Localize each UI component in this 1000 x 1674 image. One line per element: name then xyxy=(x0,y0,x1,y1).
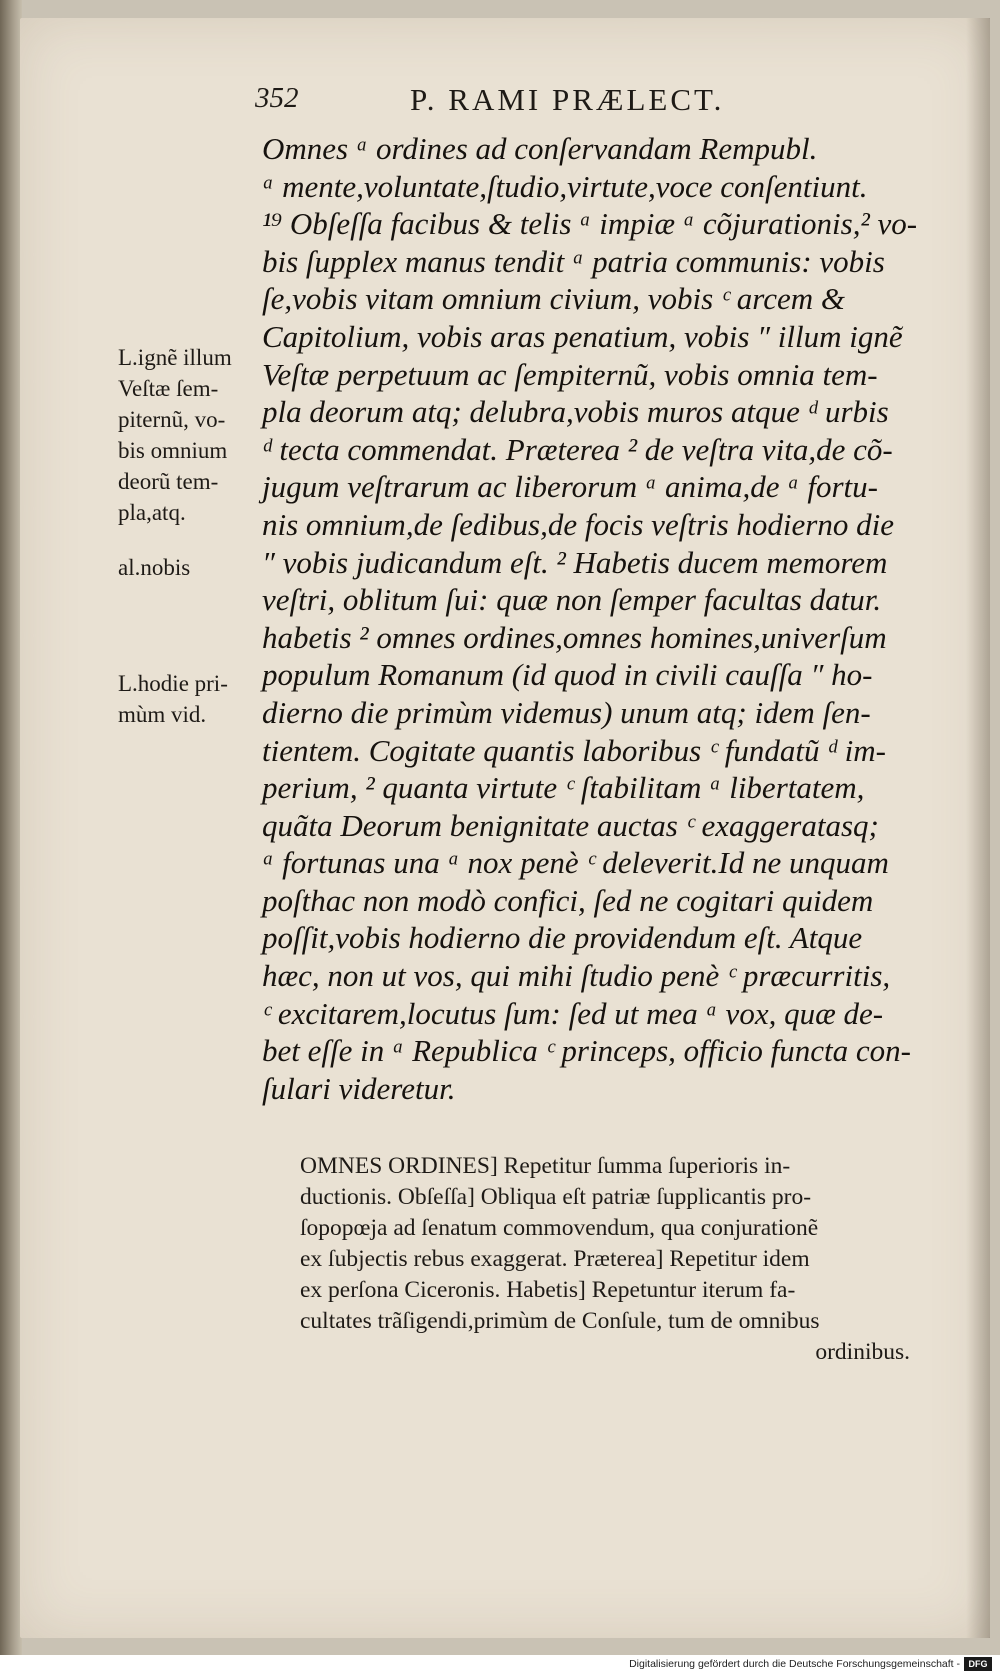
main-text-block xyxy=(262,130,918,1107)
text-line: ¹⁹ Obſeſſa facibus & telis ᵃ impiæ ᵃ cõjurationis,² vo- xyxy=(262,206,918,242)
funding-notice: Digitalisierung gefördert durch die Deutsche Forschungsgemeinschaft - xyxy=(629,1658,960,1670)
running-head xyxy=(255,82,825,126)
text-line: jugum veſtrarum ac liberorum ᵃ anima,de ᵃ fortu- xyxy=(262,469,878,505)
text-line: poſſit,vobis hodierno die providendum eſt. Atque xyxy=(262,920,863,956)
commentary-line: OMNES ORDINES] Repetitur ſumma ſuperioris in- xyxy=(300,1153,791,1179)
text-line: tientem. Cogitate quantis laboribus ᶜ fundatũ ᵈ im- xyxy=(262,732,886,768)
text-line: ᵃ fortunas una ᵃ nox penè ᶜ deleverit.Id ne unquam xyxy=(262,845,889,881)
text-line: ſulari videretur. xyxy=(262,1070,456,1106)
text-line: pla deorum atq; delubra,vobis muros atque ᵈ urbis xyxy=(262,394,889,430)
text-line: Omnes ᵃ ordines ad conſervandam Rempubl. xyxy=(262,131,818,166)
marginal-note-line: deorũ tem- xyxy=(118,469,219,494)
text-line: habetis ² omnes ordines,omnes homines,univerſum xyxy=(262,619,887,655)
marginal-note xyxy=(118,668,263,730)
commentary-line: cultates trãſigendi,primùm de Conſule, tum de omnibus xyxy=(300,1308,820,1334)
text-line: quãta Deorum benignitate auctas ᶜ exaggeratasq; xyxy=(262,807,879,843)
commentary-line: ſopopœja ad ſenatum commovendum, qua conjurationẽ xyxy=(300,1215,819,1241)
commentary-line: ex ſubjectis rebus exaggerat. Præterea] Repetitur idem xyxy=(300,1246,810,1272)
marginal-note-line: al.nobis xyxy=(118,555,191,580)
text-line: ſe,vobis vitam omnium civium, vobis ᶜ arcem & xyxy=(262,281,845,317)
text-line: ᵃ mente,voluntate,ſtudio,virtute,voce conſentiunt. xyxy=(262,168,868,204)
text-line: Capitolium, vobis aras penatium, vobis ″ illum ignẽ xyxy=(262,318,903,354)
text-line: ᶜ excitarem,locutus ſum: ſed ut mea ᵃ vox, quæ de- xyxy=(262,995,884,1031)
text-line: ᵈ tecta commendat. Præterea ² de veſtra vita,de cõ- xyxy=(262,431,893,467)
marginal-note-line: L.hodie pri- xyxy=(118,671,228,696)
marginal-note-line: piternũ, vo- xyxy=(118,407,226,432)
marginal-note-line: pla,atq. xyxy=(118,500,186,525)
commentary-line: ductionis. Obſeſſa] Obliqua eſt patriæ ſupplicantis pro- xyxy=(300,1184,812,1210)
text-line: Veſtæ perpetuum ac ſempiternũ, vobis omnia tem- xyxy=(262,356,878,392)
text-line: veſtri, oblitum ſui: quæ non ſemper facultas datur. xyxy=(262,582,882,618)
marginal-note-line: bis omnium xyxy=(118,438,228,463)
commentary-line: ordinibus. xyxy=(815,1339,910,1365)
page-gutter-shadow xyxy=(966,18,990,1638)
text-line: hæc, non ut vos, qui mihi ſtudio penè ᶜ præcurritis, xyxy=(262,958,891,994)
text-line: ″ vobis judicandum eſt. ² Habetis ducem memorem xyxy=(262,544,888,580)
marginal-note xyxy=(118,342,263,528)
text-line: populum Romanum (id quod in civili cauſſa ″ ho- xyxy=(262,657,873,693)
marginal-note-line: L.ignẽ illum xyxy=(118,345,232,370)
marginal-note-line: mùm vid. xyxy=(118,702,207,727)
text-line: dierno die primùm videmus) unum atq; idem ſen- xyxy=(262,694,871,730)
marginal-note xyxy=(118,552,263,583)
book-binding-edge xyxy=(0,0,22,1655)
commentary-block xyxy=(300,1151,910,1368)
page-number: 352 xyxy=(255,82,299,114)
marginal-note-line: Veſtæ ſem- xyxy=(118,376,219,401)
text-line: nis omnium,de ſedibus,de focis veſtris hodierno die xyxy=(262,506,894,542)
commentary-line: ex perſona Ciceronis. Habetis] Repetuntur iterum fa- xyxy=(300,1277,796,1303)
text-line: poſthac non modò confici, ſed ne cogitari quidem xyxy=(262,882,874,918)
text-line: perium, ² quanta virtute ᶜ ſtabilitam ᵃ libertatem, xyxy=(262,770,865,806)
running-title: P. RAMI PRÆLECT. xyxy=(410,82,725,117)
text-line: bis ſupplex manus tendit ᵃ patria communis: vobis xyxy=(262,243,885,279)
dfg-logo: DFG xyxy=(964,1657,992,1671)
text-line: bet eſſe in ᵃ Republica ᶜ princeps, officio functa con- xyxy=(262,1033,911,1069)
